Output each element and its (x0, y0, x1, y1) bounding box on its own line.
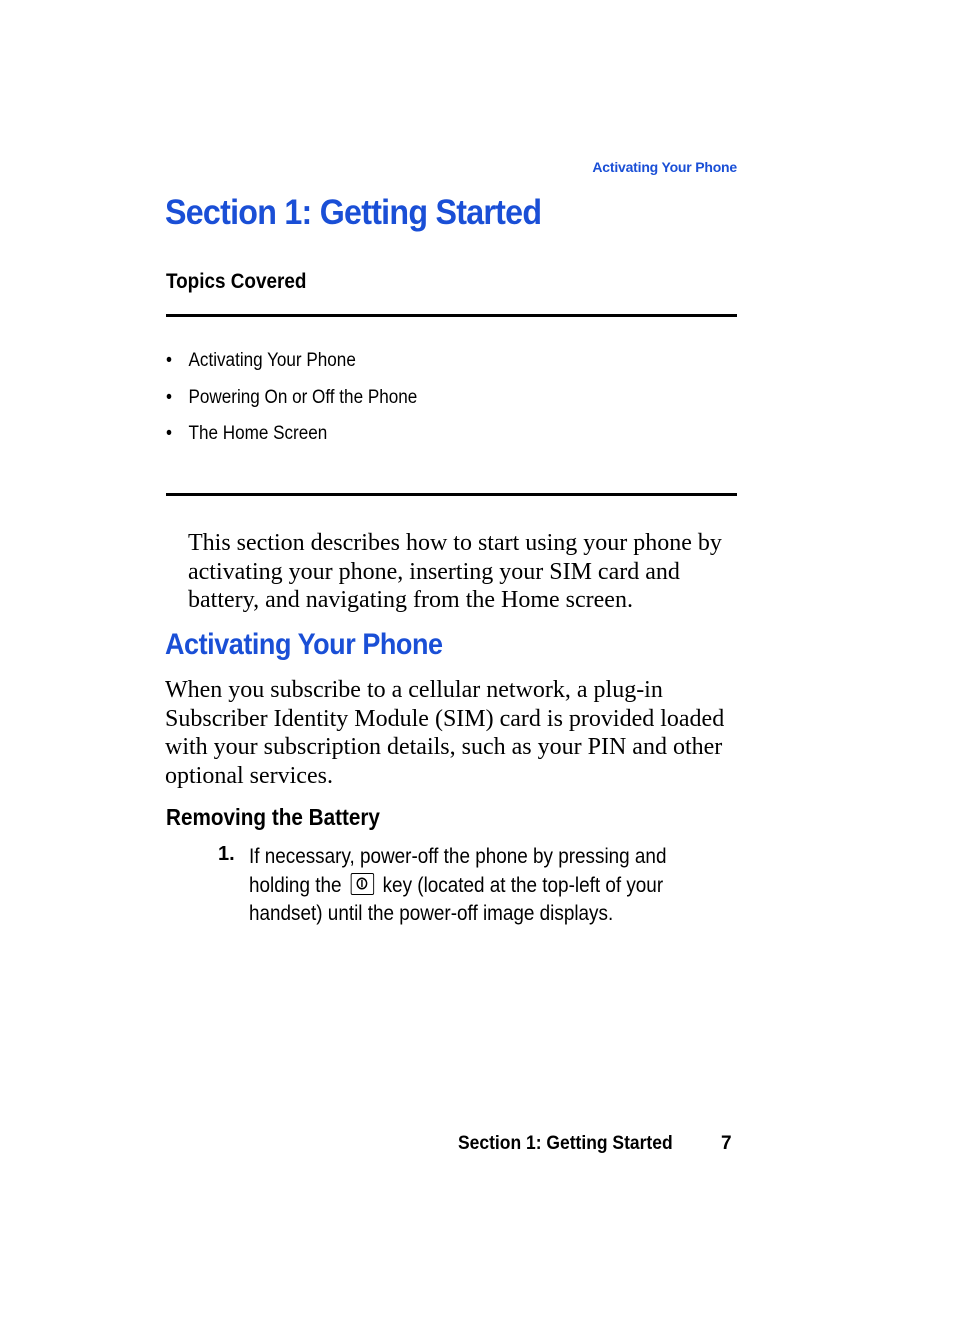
power-key-icon (350, 873, 373, 895)
intro-paragraph: This section describes how to start using your phone by activating your phone, inserting your SIM card and battery, and navigating from the Home screen. (188, 530, 722, 613)
section-title: Section 1: Getting Started (165, 193, 542, 232)
step-text (249, 843, 717, 929)
activating-paragraph: When you subscribe to a cellular network, a plug-in Subscriber Identity Module (SIM) card is provided loaded with your subscription details, such as your PIN and other optional services. (165, 677, 725, 789)
topic-label: Activating Your Phone (188, 350, 356, 371)
bullet-icon: • (166, 423, 172, 444)
subsection-title: Activating Your Phone (165, 628, 443, 661)
list-item (166, 423, 417, 460)
bottom-divider (166, 493, 737, 496)
footer-section-title: Section 1: Getting Started (458, 1133, 673, 1154)
topic-label: Powering On or Off the Phone (188, 386, 418, 408)
step-text-after: key (located at the top-left of your handset) until the power-off image displays. (249, 873, 664, 925)
topics-heading: Topics Covered (166, 270, 307, 293)
topics-list (166, 350, 445, 460)
page-number: 7 (721, 1133, 732, 1154)
running-header: Activating Your Phone (592, 159, 737, 175)
list-item (166, 350, 417, 387)
step-text-before: If necessary, power-off the phone by pressing and holding the (249, 845, 667, 897)
list-item (166, 387, 417, 424)
top-divider (166, 314, 737, 317)
bullet-icon: • (166, 350, 172, 371)
removing-battery-heading: Removing the Battery (166, 804, 380, 830)
topic-label: The Home Screen (188, 423, 328, 444)
bullet-icon: • (166, 386, 172, 408)
step-number: 1. (218, 843, 235, 865)
